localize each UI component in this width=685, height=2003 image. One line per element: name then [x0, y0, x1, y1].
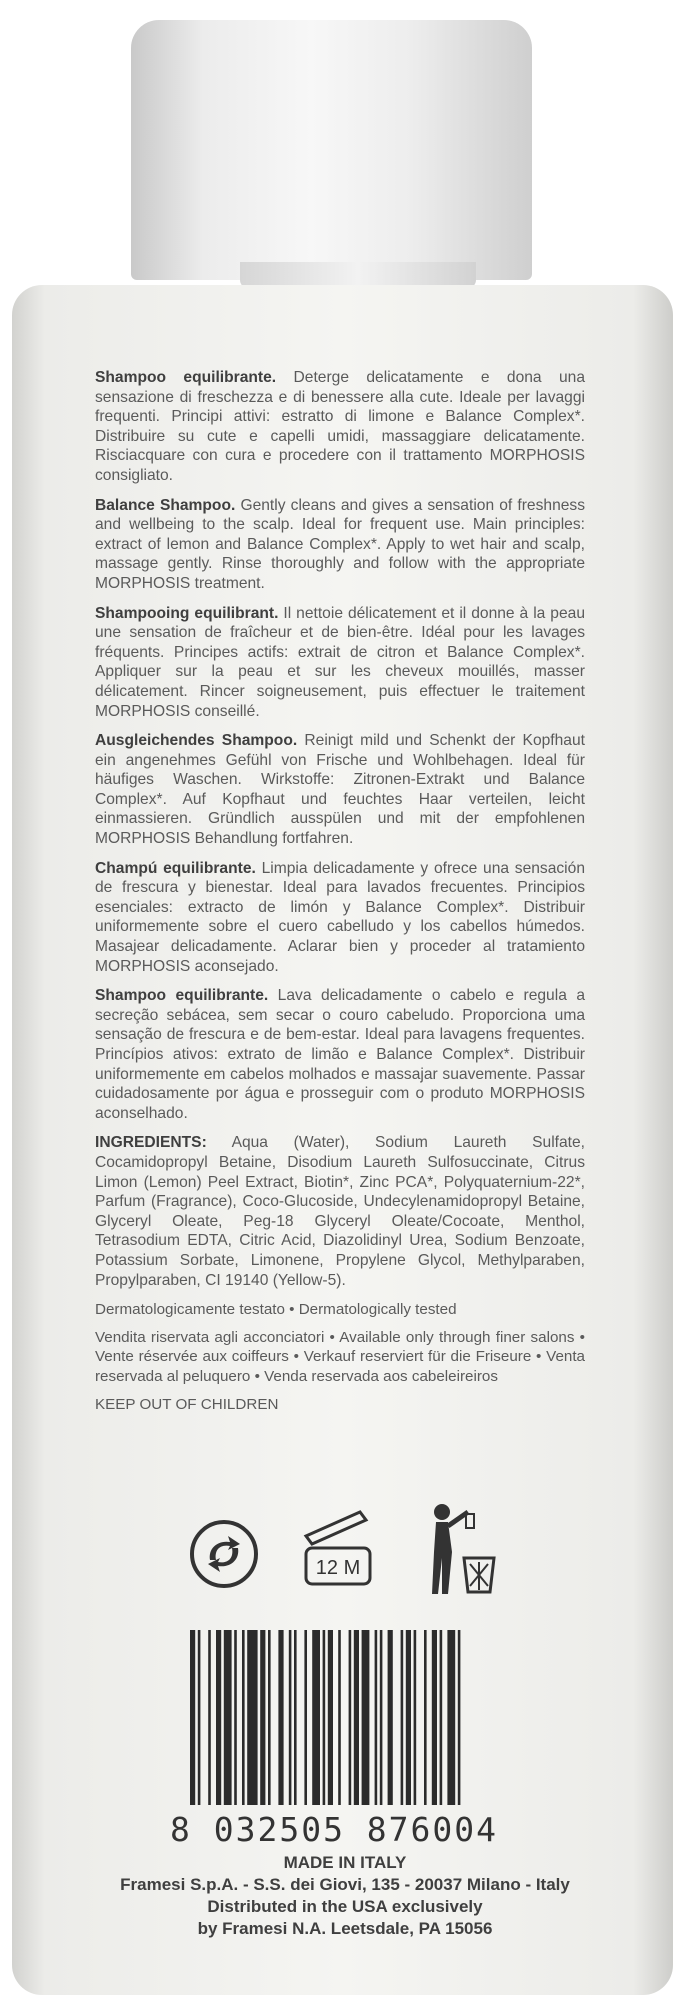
barcode-bar	[458, 1630, 461, 1805]
barcode-bar	[224, 1630, 232, 1805]
barcode-bar	[354, 1630, 359, 1805]
barcode-bar	[440, 1630, 443, 1805]
made-in-italy: MADE IN ITALY	[283, 1853, 407, 1872]
barcode-bar	[216, 1630, 221, 1805]
distributor-line-1: Distributed in the USA exclusively	[207, 1897, 483, 1916]
paragraph-body: Reinigt mild und Schenkt der Kopfhaut ein angenehmes Gefühl von Frische und Wohlbehagen. Ideal für häufiges Waschen. Wirkstoffe: Zitronen-Extrakt und Balance Complex*. Auf Kopfhaut und feuchtes Haar verteilen, leicht einmassieren. Gründlich ausspülen und mit der empfohlenen MORPHOSIS Behandlung fortfahren.	[95, 732, 585, 848]
barcode-bar	[208, 1630, 211, 1805]
barcode-bar	[323, 1630, 326, 1805]
bottle-cap	[131, 20, 532, 280]
barcode-bar	[338, 1630, 341, 1805]
barcode-bar	[447, 1630, 455, 1805]
note-dermatological: Dermatologicamente testato • Dermatologically tested	[95, 1301, 457, 1319]
paragraph-lead: Champú equilibrante.	[95, 859, 256, 877]
paragraph-lead: Shampoo equilibrante.	[95, 369, 277, 386]
open-jar-icon	[298, 1508, 378, 1590]
ingredients-lead: INGREDIENTS:	[95, 1134, 207, 1152]
barcode-bar	[260, 1630, 265, 1805]
distributor-line-2: by Framesi N.A. Leetsdale, PA 15056	[197, 1919, 493, 1938]
note-warning: KEEP OUT OF CHILDREN	[95, 1395, 279, 1413]
paragraph-portuguese	[95, 986, 585, 1123]
barcode-bar	[406, 1630, 411, 1805]
barcode-bar	[268, 1630, 271, 1805]
barcode-bar	[388, 1630, 393, 1805]
paragraph-lead: Ausgleichendes Shampoo.	[95, 732, 298, 750]
manufacturer-address: Framesi S.p.A. - S.S. dei Giovi, 135 - 20037 Milano - Italy	[120, 1875, 570, 1894]
manufacturer-footer	[60, 1852, 630, 1940]
barcode-bar	[190, 1630, 195, 1805]
barcode-bar	[294, 1630, 297, 1805]
barcode-bar	[328, 1630, 333, 1805]
recycle-icon	[190, 1520, 258, 1588]
barcode-bar	[414, 1630, 417, 1805]
barcode-bar	[401, 1630, 404, 1805]
paragraph-german	[95, 731, 585, 849]
barcode-bar	[375, 1630, 378, 1805]
barcode-bar	[312, 1630, 320, 1805]
barcode	[190, 1630, 526, 1805]
barcode-bar	[247, 1630, 257, 1805]
paragraph-body: Gently cleans and gives a sensation of freshness and wellbeing to the scalp. Ideal for frequent use. Main principles: extract of lemon and Balance Complex*. Apply to wet hair and scalp, massage gently. Rinse thoroughly and follow with the appropriate MORPHOSIS treatment.	[95, 496, 586, 592]
dispose-in-bin-icon	[418, 1500, 498, 1600]
barcode-bar	[198, 1630, 201, 1805]
paragraph-body: Lava delicadamente o cabelo e regula a secreção sebácea, sem secar o couro cabeludo. Proporciona uma sensação de frescura e de bem-estar. Ideal para lavagens frequentes. Princípios ativos: extrato de limão e Balance Complex*. Distribuir uniformemente em cabelos molhados e massajar suavemente. Passar cuidadosamente por água e prosseguir com o produto MORPHOSIS aconselhado.	[95, 987, 585, 1122]
barcode-bar	[278, 1630, 283, 1805]
barcode-bar	[289, 1630, 292, 1805]
barcode-number: 8 032505 876004	[170, 1810, 499, 1849]
paragraph-lead: Shampooing equilibrant.	[95, 604, 279, 622]
paragraph-body: Il nettoie délicatement et il donne à la peau une sensation de fraîcheur et de bien-être. Idéal pour les lavages fréquents. Principes actifs: extrait de citron et Balance Complex*. Appliquer sur la peau et sur les cheveux mouillés, masser délicatement. Rincer soigneusement, puis effectuer le traitement MORPHOSIS conseillé.	[95, 604, 585, 720]
label-text-block	[95, 368, 585, 1422]
barcode-bar	[362, 1630, 370, 1805]
paragraph-italian	[95, 368, 585, 486]
paragraph-spanish	[95, 859, 585, 977]
ingredients-list: Aqua (Water), Sodium Laureth Sulfate, Cocamidopropyl Betaine, Disodium Laureth Sulfosuccinate, Citrus Limon (Lemon) Peel Extract, Biotin*, Zinc PCA*, Polyquaternium-22*, Parfum (Fragrance), Coco-Glucoside, Undecylenamidopropyl Betaine, Glyceryl Oleate, Peg-18 Glyceryl Oleate/Cocoate, Menthol, Tetrasodium EDTA, Citric Acid, Diazolidinyl Urea, Sodium Benzoate, Potassium Sorbate, Limonene, Propylene Glycol, Methylparaben, Propylparaben, CI 19140 (Yellow-5).	[95, 1134, 585, 1289]
barcode-bar	[234, 1630, 237, 1805]
ingredients	[95, 1133, 585, 1290]
note-sales: Vendita riservata agli acconciatori • Available only through finer salons • Vente réservée aux coiffeurs • Verkauf reserviert für die Friseure • Venta reservada al peluquero • Venda reservada aos cabeleireiros	[95, 1328, 585, 1385]
barcode-bar	[380, 1630, 383, 1805]
paragraph-french	[95, 604, 585, 722]
barcode-bar	[242, 1630, 245, 1805]
paragraph-lead: Shampoo equilibrante.	[95, 987, 269, 1005]
paragraph-lead: Balance Shampoo.	[95, 496, 236, 514]
paragraph-body: Limpia delicadamente y ofrece una sensación de frescura y bienestar. Ideal para lavados frecuentes. Principios esenciales: extracto de limón y Balance Complex*. Distribuir uniformemente sobre el cuero cabelludo y los cabellos húmedos. Masajear delicadamente. Aclarar bien y proceder al tratamiento MORPHOSIS aconsejado.	[95, 859, 585, 975]
barcode-bar	[432, 1630, 437, 1805]
paragraph-english	[95, 496, 585, 594]
pao-label: 12 M	[315, 1557, 361, 1579]
barcode-bar	[424, 1630, 427, 1805]
barcode-bar	[349, 1630, 352, 1805]
barcode-bar	[304, 1630, 307, 1805]
paragraph-body: Deterge delicatamente e dona una sensazione di freschezza e di benessere alla cute. Ideale per lavaggi frequenti. Principi attivi: estratto di limone e Balance Complex*. Distribuire su cute e capelli umidi, massaggiare delicatamente. Risciacquare con cura e procedere con il trattamento MORPHOSIS consigliato.	[95, 369, 585, 484]
symbol-row	[180, 1500, 500, 1610]
